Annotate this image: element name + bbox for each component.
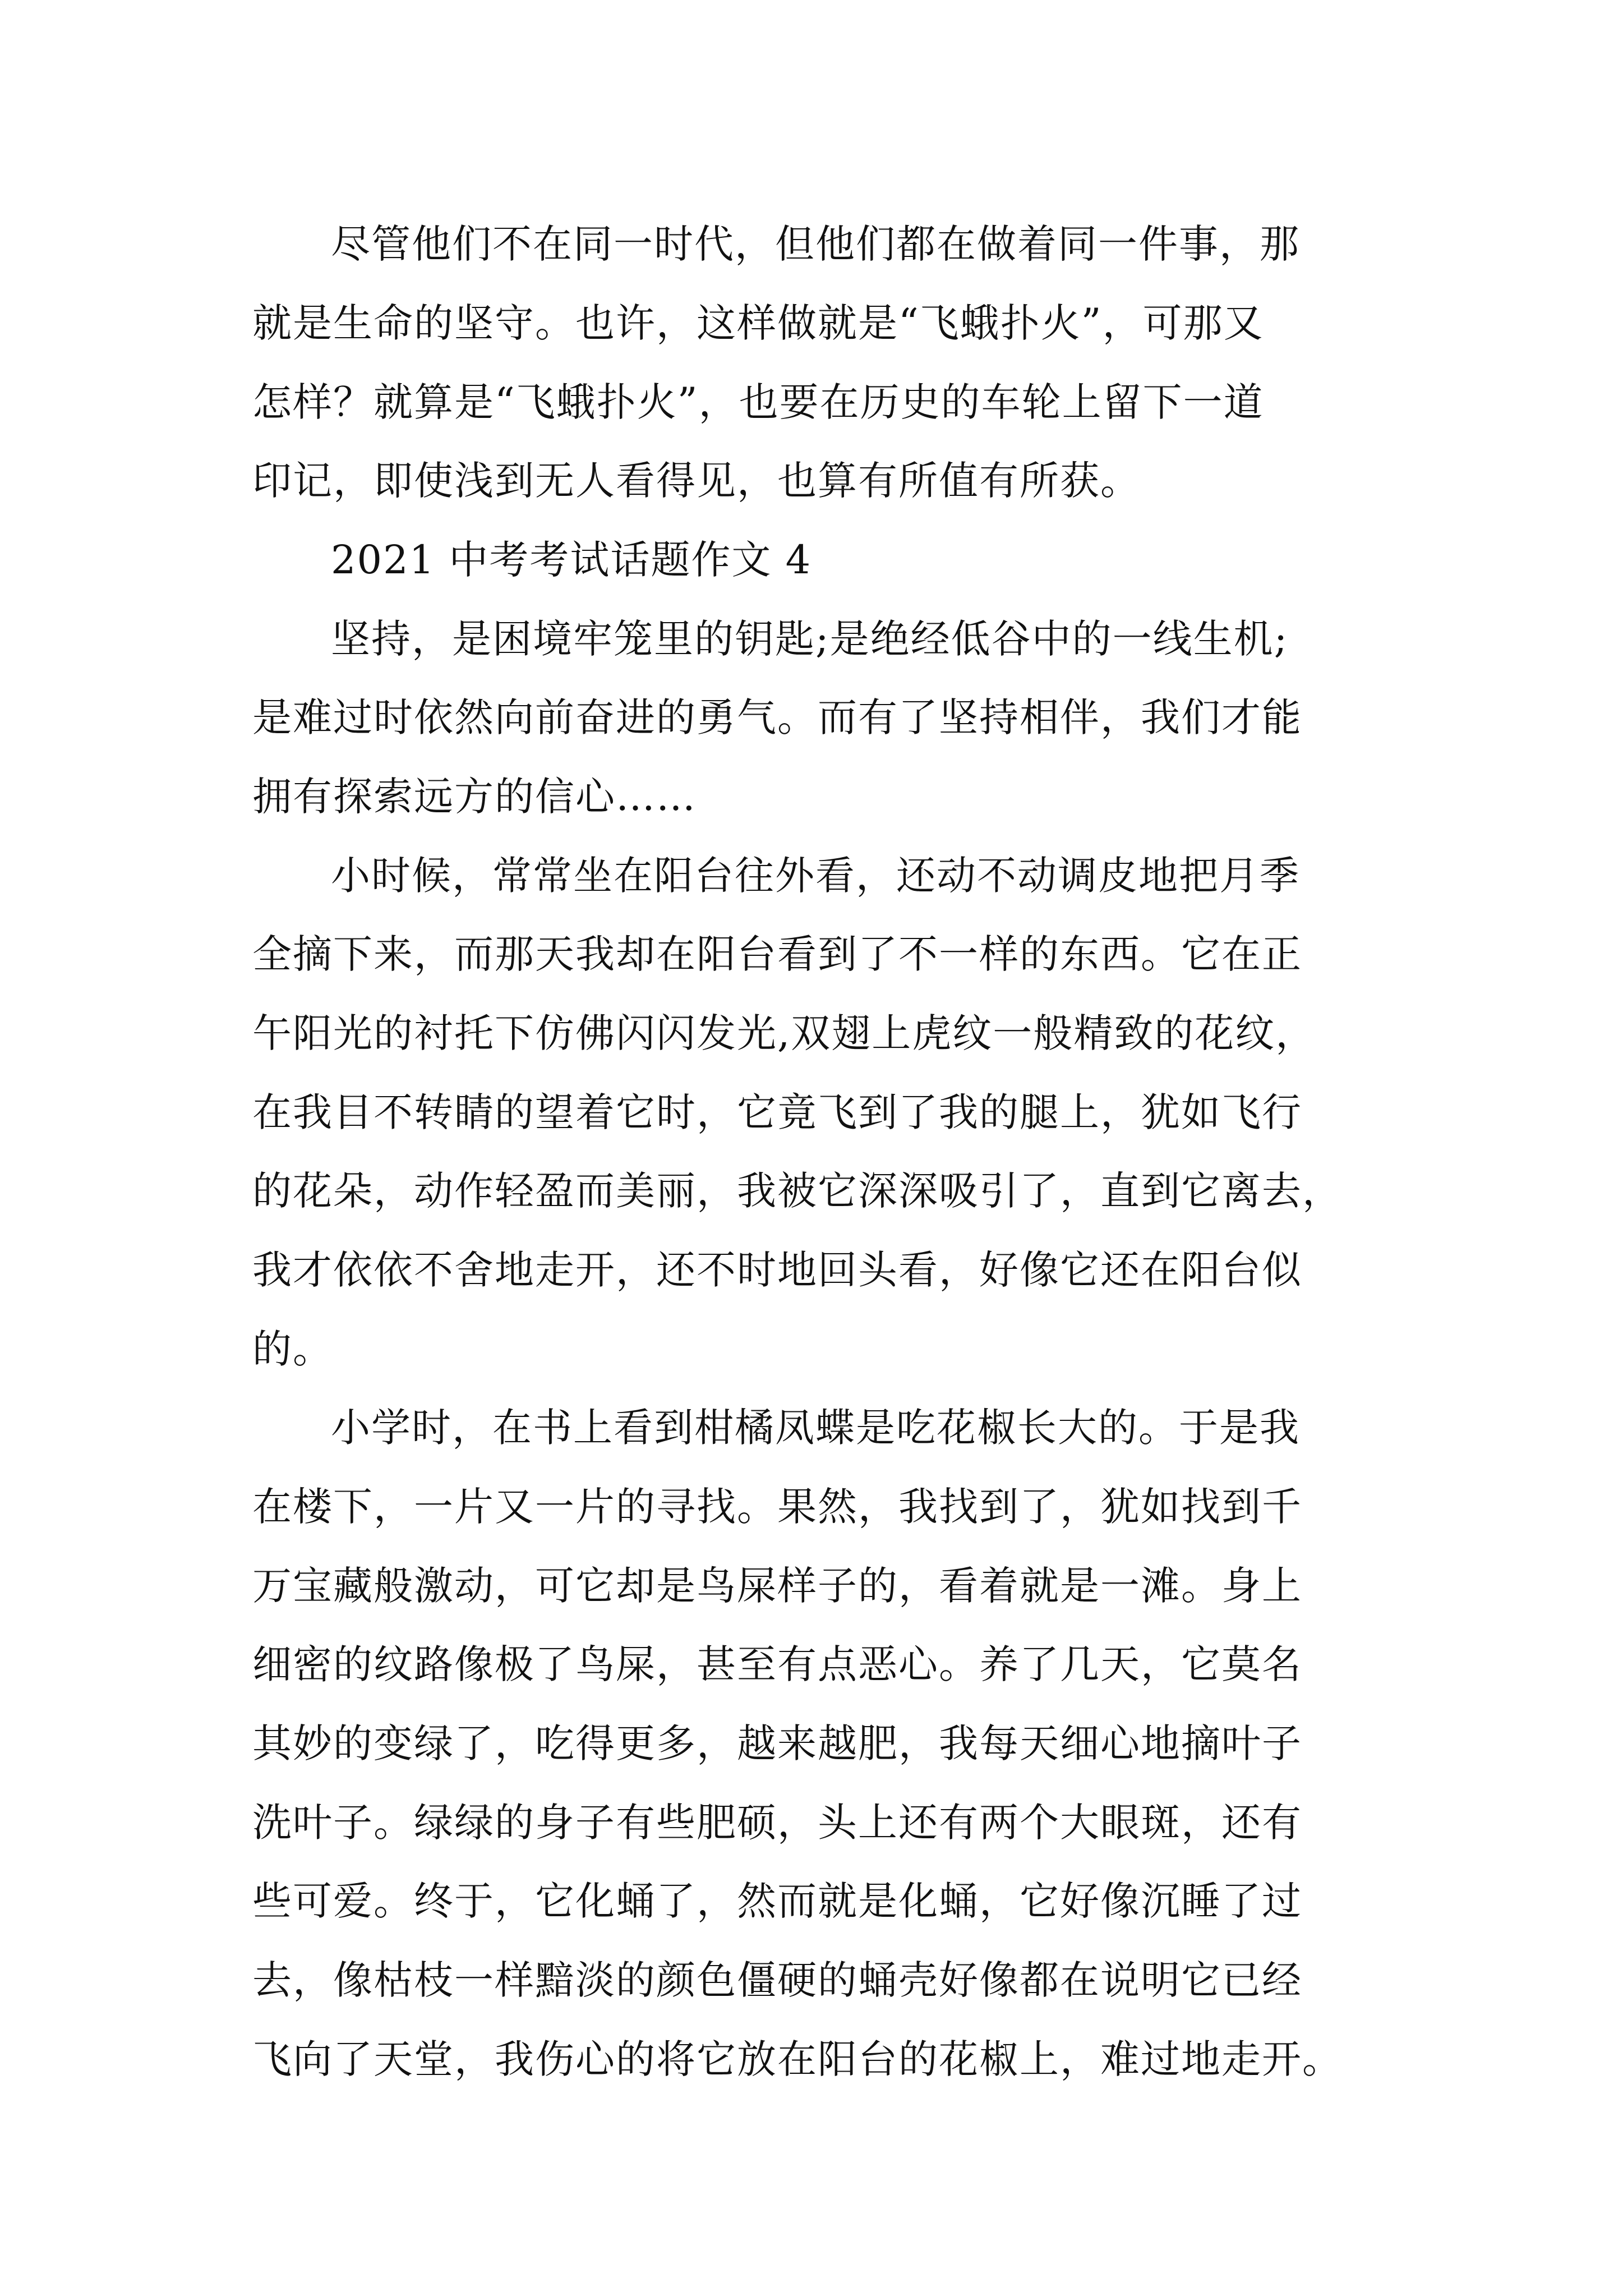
text-line: 在我目不转睛的望着它时，它竟飞到了我的腿上，犹如飞行: [252, 1089, 1302, 1135]
text-line: 去，像枯枝一样黯淡的颜色僵硬的蛹壳好像都在说明它已经: [252, 1957, 1302, 2003]
text-line: 小学时，在书上看到柑橘凤蝶是吃花椒长大的。于是我: [331, 1405, 1300, 1451]
text-line: 洗叶子。绿绿的身子有些肥硕，头上还有两个大眼斑，还有: [252, 1800, 1302, 1846]
text-line: 印记，即使浅到无人看得见，也算有所值有所获。: [252, 458, 1141, 504]
text-line: 午阳光的衬托下仿佛闪闪发光,双翅上虎纹一般精致的花纹，: [252, 1010, 1316, 1056]
text-line: 细密的纹路像极了鸟屎，甚至有点恶心。养了几天，它莫名: [252, 1641, 1302, 1687]
text-line: 飞向了天堂，我伤心的将它放在阳台的花椒上，难过地走开。: [252, 2036, 1343, 2082]
text-line: 在楼下，一片又一片的寻找。果然，我找到了，犹如找到千: [252, 1484, 1302, 1530]
text-line: 我才依依不舍地走开，还不时地回头看，好像它还在阳台似: [252, 1247, 1302, 1293]
text-line: 全摘下来，而那天我却在阳台看到了不一样的东西。它在正: [252, 931, 1302, 977]
text-line: 其妙的变绿了，吃得更多，越来越肥，我每天细心地摘叶子: [252, 1720, 1302, 1766]
text-line: 小时候，常常坐在阳台往外看，还动不动调皮地把月季: [331, 853, 1300, 899]
text-line: 些可爱。终于，它化蛹了，然而就是化蛹，它好像沉睡了过: [252, 1878, 1302, 1924]
text-line: 的花朵，动作轻盈而美丽，我被它深深吸引了，直到它离去，: [252, 1168, 1343, 1214]
text-line: 尽管他们不在同一时代，但他们都在做着同一件事，那: [331, 221, 1300, 267]
text-line: 怎样？就算是“飞蛾扑火”，也要在历史的车轮上留下一道: [252, 379, 1264, 425]
text-line: 拥有探索远方的信心……: [252, 774, 697, 820]
text-line: 就是生命的坚守。也许，这样做就是“飞蛾扑火”，可那又: [252, 300, 1264, 346]
text-line: 是难过时依然向前奋进的勇气。而有了坚持相伴，我们才能: [252, 694, 1302, 740]
text-line: 的。: [252, 1326, 333, 1372]
section-heading: 2021 中考考试话题作文 4: [331, 537, 812, 583]
text-line: 坚持，是困境牢笼里的钥匙;是绝经低谷中的一线生机;: [331, 616, 1289, 662]
text-line: 万宝藏般激动，可它却是鸟屎样子的，看着就是一滩。身上: [252, 1563, 1302, 1609]
